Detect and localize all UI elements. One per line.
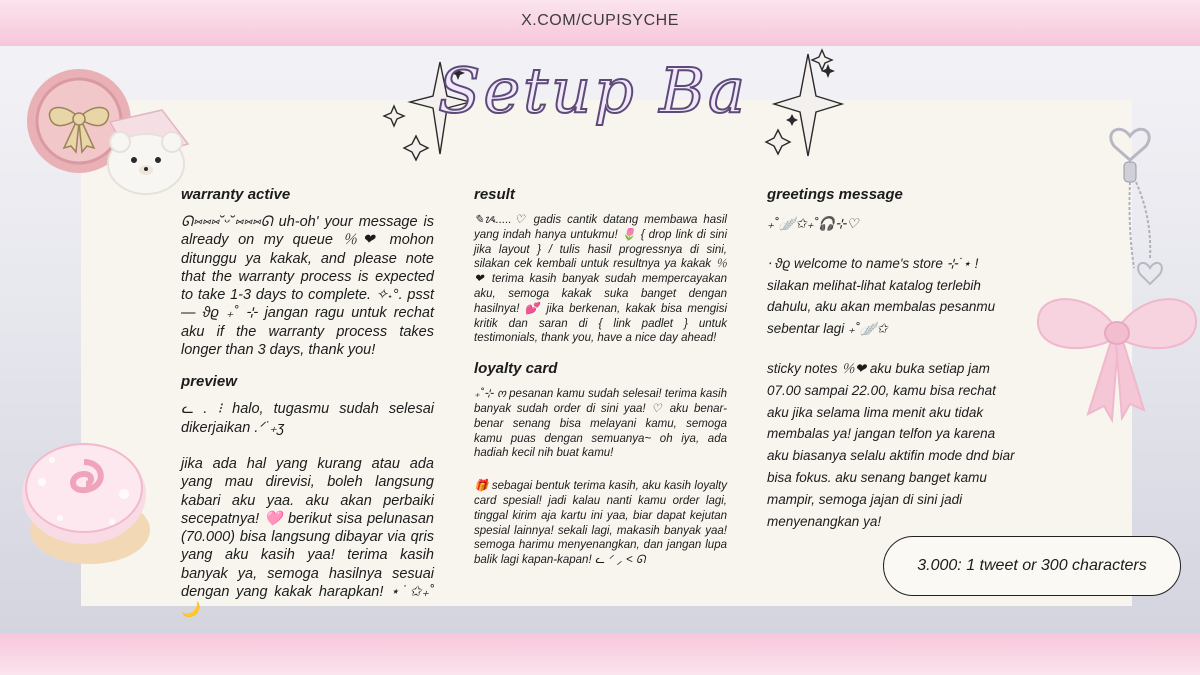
column-1 bbox=[181, 186, 434, 620]
bottom-pink-band bbox=[0, 633, 1200, 675]
sticky-notes-message: sticky notes ％❤ aku buka setiap jam 07.00 sampai 22.00, kamu bisa rechat aku jika selama lima menit aku tidak membalas ya! jangan telfon ya karena aku biasanya selalu aktifin mode dnd biar bisa fokus. aku senang banget kamu mampir, semoga jajan di sini jadi menyenangkan ya! bbox=[767, 360, 1015, 529]
greetings-message-heading: greetings message bbox=[767, 186, 903, 203]
preview-message-body: jika ada hal yang kurang atau ada yang mau direvisi, boleh langsung kabari aku yaa. aku akan perbaiki secepatnya! 🩷 berikut sisa pelunasan (70.000) bisa langsung dibayar via qris yang aku kasih yaa! terima kasih banyak ya, semoga hasilnya sesuai dengan yang kakak harapkan! ⋆˙✩₊˚🌙 bbox=[181, 455, 434, 619]
pink-donut-icon bbox=[12, 422, 157, 572]
result-heading: result bbox=[474, 186, 515, 203]
title-area bbox=[380, 44, 850, 164]
column-2 bbox=[474, 186, 727, 568]
result-message: ✎ᝰ.....♡ gadis cantik datang membawa hasil yang indah hanya untukmu! 🌷 { drop link di sini jika layout } / tulis hasil progressnya di sini, silakan cek kembali untuk resultnya ya kakak ％❤ terima kasih banyak sudah mempercayakan aku, semoga kakak suka banget dengan hasilnya! 💕 jika berkenan, kakak bisa mengisi kritik dan saran di { link padlet } untuk testimonials, thank you, have a nice day ahead! bbox=[474, 214, 727, 345]
pink-bow-icon bbox=[1032, 286, 1200, 426]
loyalty-card-heading: loyalty card bbox=[474, 360, 558, 378]
loyalty-card-message-body: 🎁 sebagai bentuk terima kasih, aku kasih loyalty card spesial! jadi kalau nanti kamu order lagi, tinggal kirim aja kartu ini yaa, biar dapat kejutan spesial lainnya! sekali lagi, makasih banyak yaa! semoga harimu menyenangkan, dan jangan lupa balik lagi kapan-kapan! ᓚ ᐟ ⸝ ˂ ᘏ bbox=[474, 480, 727, 567]
preview-message-intro: ᓚ . ⁝ halo, tugasmu sudah selesai dikerjaikan .ᐟ˙₊ʒ bbox=[181, 401, 434, 436]
pricing-note: 3.000: 1 tweet or 300 characters bbox=[883, 536, 1181, 596]
warranty-active-heading: warranty active bbox=[181, 186, 291, 203]
preview-heading: preview bbox=[181, 373, 237, 391]
page-title: Setup Ba bbox=[438, 54, 748, 127]
column-3 bbox=[767, 186, 1020, 532]
site-url: X.COM/CUPISYCHE bbox=[521, 12, 679, 29]
top-pink-band bbox=[0, 0, 1200, 46]
bear-plush-pouch-icon bbox=[102, 104, 192, 196]
warranty-active-message: ᘏ⑅⑅⑅˘ᵕ˘⑅⑅⑅ᘏ uh-oh' your message is already on my queue ％❤ mohon ditunggu ya kakak, and please note that the warranty process is expected to take 1-3 days to complete. ✧˖°. psst — ϑϱ ₊˚ ⊹ jangan ragu untuk rechat aku if the warranty process takes longer than 3 days, thank you! bbox=[181, 214, 434, 359]
greetings-welcome-message: ⋅ ϑϱ welcome to name's store ⊹˙⋆ ! silakan melihat-lihat katalog terlebih dahulu, aku akan membalas pesanmu sebentar lagi ₊˚🪽✩ bbox=[767, 255, 996, 337]
greetings-decoration: ₊˚🪽✩₊˚🎧⊹♡ bbox=[767, 216, 859, 231]
loyalty-card-message-intro: ₊˚⊹ ო pesanan kamu sudah selesai! terima kasih banyak sudah order di sini yaa! ♡ aku benar-benar senang bisa melayani kamu, semoga kamu puas dengan semuanya~ oh iya, ada hadiah kecil nih buat kamu! bbox=[474, 388, 727, 460]
